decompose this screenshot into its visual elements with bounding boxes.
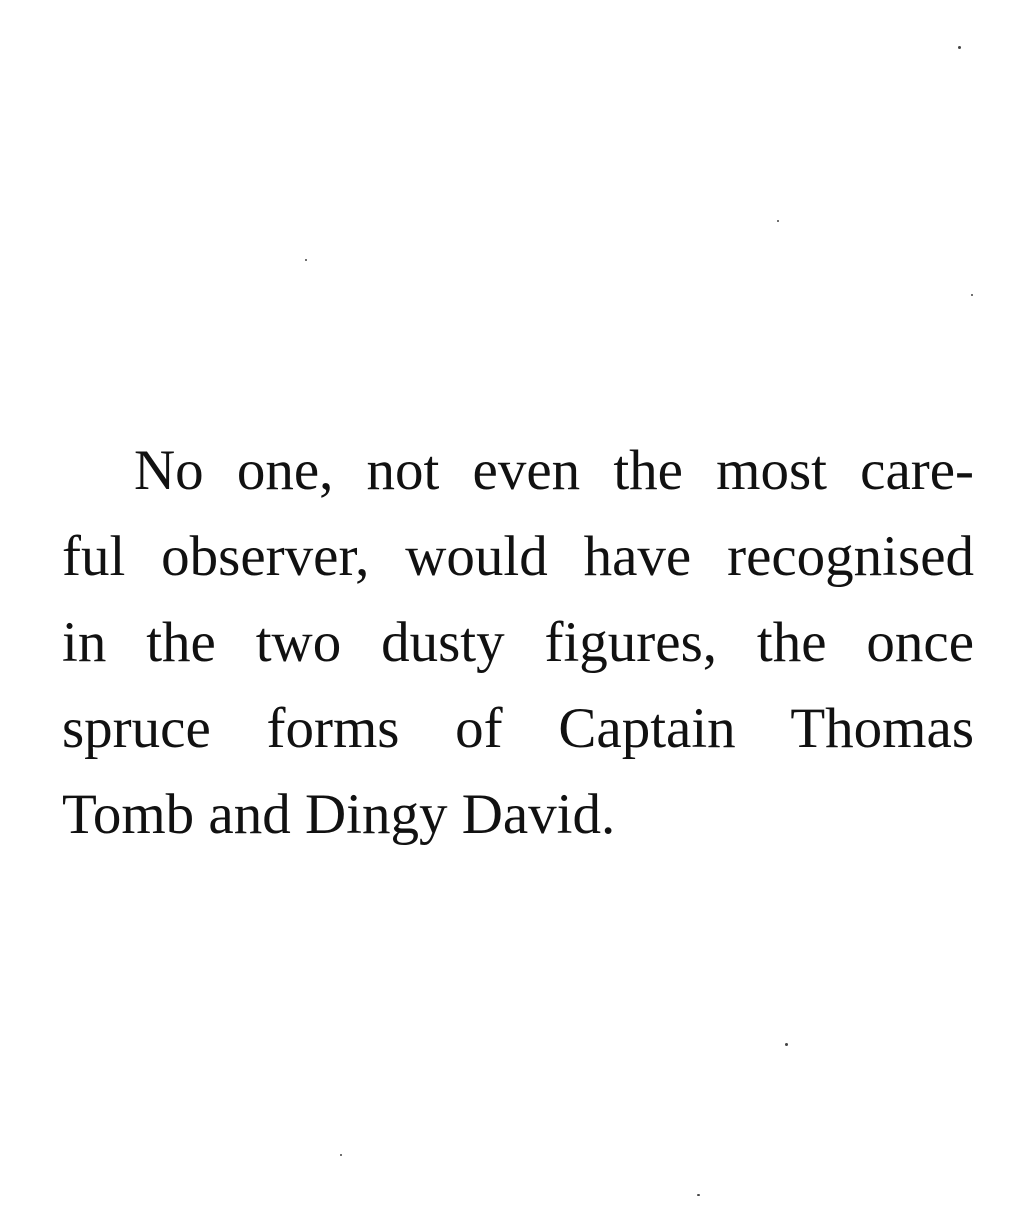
paragraph-line-4: spruce forms of Captain Thomas: [62, 697, 974, 760]
body-paragraph: [62, 428, 974, 858]
paragraph-line-3: in the two dusty figures, the once: [62, 611, 974, 674]
scan-speck: [971, 294, 973, 296]
scan-speck: [777, 220, 779, 222]
scan-speck: [305, 259, 307, 261]
paragraph-line-1: No one, not even the most care-: [134, 439, 974, 502]
paragraph-line-5: Tomb and Dingy David.: [62, 783, 616, 846]
scan-speck: [697, 1194, 700, 1196]
scan-speck: [958, 46, 961, 49]
paragraph-line-2: ful observer, would have recognised: [62, 525, 974, 588]
scan-speck: [785, 1043, 788, 1046]
scan-speck: [340, 1154, 342, 1156]
